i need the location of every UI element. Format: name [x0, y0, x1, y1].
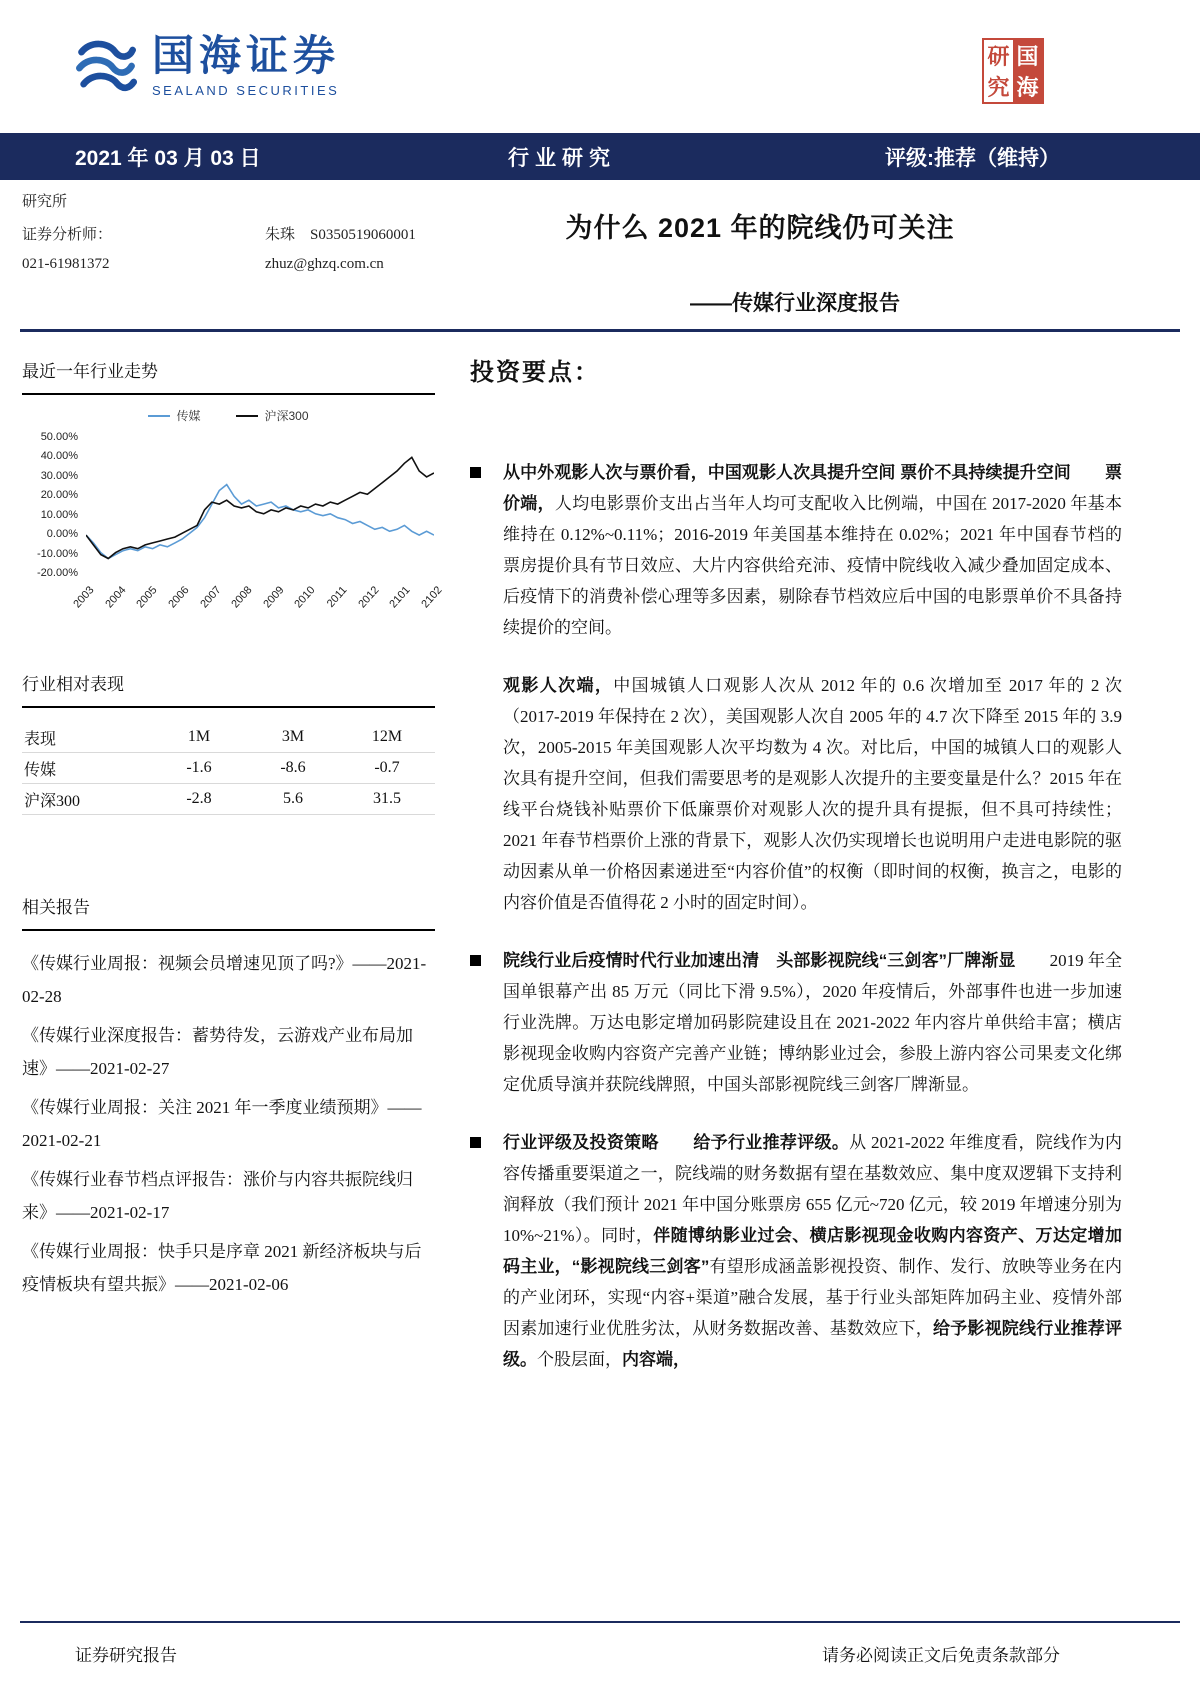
text-segment: 中国城镇人口观影人次从 2012 年的 0.6 次增加至 2017 年的 2 次（2017-2019 年保持在 2 次），美国观影人次自 2005 年的 4.7 次下降至 2015 年的 3.9 次，2005-2015 年美国观影人次平均数为 4 次。对比后，中国的城镇人口的观影人次具有提升空间，但我们需要思考的是观影人次提升的主要变量是什么？2015 年在线平台烧钱补贴票价下低廉票价对观影人次的提升具有提振，但不具可持续性；2021 年春节档票价上涨的背景下，观影人次仍实现增长也说明用户走进电影院的驱动因素从单一价格因素递进至“内容价值”的权衡（即时间的权衡，换言之，电影的内容价值是否值得花 2 小时的固定时间）。 — [503, 676, 1123, 912]
text-segment: 从 2021-2022 年维度看，院线作为内容传播重要渠道之一，院线端的财务数据有望在基数效应、集中度双逻辑下支持利润释放（我们预计 2021 年中国分账票房 655 亿元~720 亿元，较 2019 年增速分别为 10%~21%）。同时， — [503, 1133, 1123, 1245]
related-report-item[interactable]: 《传媒行业周报：快手只是序章 2021 新经济板块与后疫情板块有望共振》——2021-02-06 — [22, 1242, 422, 1294]
text-segment: 2019 年全国单银幕产出 85 万元（同比下滑 9.5%），2020 年疫情后，外部事件也进一步加速行业洗牌。万达电影定增加码影院建设且在 2021-2022 年内容片单供给丰富；横店影视现金收购内容资产完善产业链；博纳影业过会，参股上游内容公司果麦文化绑定优质导演并获院线牌照，中国头部影视院线三剑客厂牌渐显。 — [503, 951, 1123, 1094]
x-tick-label: 2009 — [261, 584, 287, 611]
x-tick-label: 2012 — [355, 584, 382, 611]
y-tick-label: 20.00% — [40, 489, 78, 502]
top-divider — [20, 329, 1180, 332]
report-title: 为什么 2021 年的院线仍可关注 — [565, 213, 955, 243]
text-segment: 个股层面， — [537, 1350, 622, 1369]
chart-legend — [22, 407, 435, 424]
relative-perf-title: 行业相对表现 — [22, 670, 435, 708]
related-report-item[interactable]: 《传媒行业春节档点评报告：涨价与内容共振院线归来》——2021-02-17 — [22, 1170, 413, 1222]
brand-name-en: SEALAND SECURITIES — [152, 83, 340, 99]
chart-plot-area — [22, 431, 445, 624]
x-tick-label: 2101 — [387, 584, 413, 611]
trend-chart — [22, 407, 445, 624]
x-tick-label: 2011 — [324, 584, 350, 610]
y-tick-label: 30.00% — [40, 469, 78, 482]
x-tick-label: 2006 — [166, 584, 192, 611]
table-header-cell: 12M — [371, 728, 403, 745]
bold-text-segment: 从中外观影人次与票价看，中国观影人次具提升空间 票价不具持续提升空间 票价端， — [503, 463, 1122, 513]
x-tick-label: 2102 — [419, 584, 445, 611]
bold-text-segment: 伴随博纳影业过会、横店影视现金收购内容资产、万达定增加码主业，“影视院线三剑客” — [503, 1226, 1122, 1276]
value-cell: 5.6 — [283, 790, 303, 807]
x-tick-label: 2003 — [71, 584, 97, 611]
table-header-row — [22, 722, 435, 753]
header-bar — [0, 133, 1200, 180]
report-category: 行业研究 — [508, 146, 616, 170]
brand-text — [152, 34, 340, 98]
y-tick-label: 10.00% — [40, 508, 78, 521]
analyst-email[interactable]: zhuz@ghzq.com.cn — [265, 256, 384, 272]
key-point-paragraph — [470, 457, 1122, 643]
x-tick-label: 2008 — [229, 584, 255, 611]
row-name-cell: 沪深300 — [24, 792, 81, 810]
paragraph-text — [503, 945, 1122, 1100]
x-tick-label: 2005 — [134, 584, 160, 611]
series-line-沪深300 — [86, 457, 434, 558]
table-header-cell: 1M — [187, 728, 211, 745]
analyst-dept-row — [22, 190, 416, 211]
bullet-square-icon — [470, 955, 481, 966]
key-point-paragraph — [470, 670, 1122, 918]
title-block — [470, 206, 1050, 317]
bold-text-segment: 观影人次端， — [503, 676, 614, 695]
main-content — [470, 352, 1122, 1402]
value-cell: -1.6 — [186, 759, 212, 776]
sealand-logo — [74, 34, 340, 98]
value-cell: -0.7 — [374, 759, 400, 776]
row-name-cell: 传媒 — [24, 761, 57, 779]
legend-line-swatch — [236, 415, 258, 417]
bullet-square-icon — [470, 1137, 481, 1148]
y-tick-label: 40.00% — [40, 450, 78, 463]
analyst-phone: 021-61981372 — [22, 256, 110, 272]
relative-performance-table — [22, 722, 435, 815]
table-row — [22, 753, 435, 784]
bullet-square-icon — [470, 467, 481, 478]
bottom-divider — [20, 1621, 1180, 1623]
legend-label: 沪深300 — [264, 409, 309, 423]
analyst-role-label: 证券分析师： — [22, 227, 113, 243]
legend-line-swatch — [148, 415, 170, 417]
value-cell: -8.6 — [280, 759, 306, 776]
bold-text-segment: 给予影视院线行业推荐评级。 — [503, 1319, 1122, 1369]
sidebar — [22, 357, 445, 1307]
key-points-list — [470, 457, 1122, 1375]
paragraph-text — [503, 457, 1122, 643]
analyst-name: 朱珠 — [265, 227, 296, 243]
legend-item — [236, 407, 308, 424]
seal-char: 研 — [987, 44, 1010, 69]
related-report-item[interactable]: 《传媒行业周报：视频会员增速见顶了吗?》——2021-02-28 — [22, 954, 427, 1006]
paragraph-text — [503, 670, 1122, 918]
research-seal-stamp — [982, 38, 1044, 104]
key-point-paragraph — [470, 945, 1122, 1100]
value-cell: -2.8 — [186, 790, 212, 807]
report-date: 2021 年 03 月 03 日 — [75, 146, 261, 170]
trend-lines-svg — [86, 438, 434, 574]
y-axis-labels — [22, 431, 78, 579]
y-tick-label: -10.00% — [37, 547, 78, 560]
y-tick-label: 0.00% — [46, 528, 78, 541]
series-line-传媒 — [86, 485, 434, 559]
bold-text-segment: 内容端， — [622, 1350, 690, 1369]
related-report-item[interactable]: 《传媒行业周报：关注 2021 年一季度业绩预期》——2021-02-21 — [22, 1098, 422, 1150]
x-tick-label: 2010 — [292, 584, 319, 611]
dept-label: 研究所 — [22, 194, 68, 210]
analyst-name-id — [265, 223, 416, 244]
analyst-contact-row — [22, 256, 416, 273]
y-tick-label: 50.00% — [40, 431, 78, 443]
table-header-cell: 3M — [281, 728, 305, 745]
seal-char: 究 — [987, 75, 1010, 100]
brand-name-cn: 国海证券 — [152, 32, 341, 79]
y-tick-label: -20.00% — [37, 567, 78, 579]
report-subtitle: ——传媒行业深度报告 — [690, 292, 900, 315]
legend-item — [148, 407, 200, 424]
rating-badge: 评级:推荐（维持） — [885, 146, 1060, 170]
legend-label: 传媒 — [176, 409, 201, 423]
line-plot — [86, 438, 434, 574]
related-reports-list — [22, 947, 435, 1301]
footer-disclaimer: 请务必阅读正文后免责条款部分 — [822, 1646, 1060, 1665]
table-header-cell: 表现 — [24, 730, 57, 748]
x-tick-label: 2004 — [102, 584, 129, 611]
table-row — [22, 784, 435, 815]
x-tick-label: 2007 — [197, 584, 224, 611]
analyst-cert-id: S0350519060001 — [310, 227, 416, 243]
related-report-item[interactable]: 《传媒行业深度报告：蓄势待发，云游戏产业布局加速》——2021-02-27 — [22, 1026, 413, 1078]
value-cell: 31.5 — [373, 790, 401, 807]
bold-text-segment: 院线行业后疫情时代行业加速出清 头部影视院线“三剑客”厂牌渐显 — [503, 951, 1050, 970]
analyst-block — [22, 190, 416, 285]
table-body — [22, 753, 435, 815]
footer-report-type: 证券研究报告 — [75, 1646, 177, 1665]
analyst-name-row — [22, 223, 416, 244]
text-segment: 人均电影票价支出占当年人均可支配收入比例端，中国在 2017-2020 年基本维持在 0.12%~0.11%；2016-2019 年美国基本维持在 0.02%；2021 年中国春节档的票房提价具有节日效应、大片内容供给充沛、疫情中院线收入减少叠加固定成本、后疫情下的消费补偿心理等多因素，剔除春节档效应后中国的电影票单价不具备持续提价的空间。 — [503, 494, 1122, 637]
trend-section-title: 最近一年行业走势 — [22, 357, 435, 395]
seal-char: 海 — [1013, 71, 1042, 102]
text-segment: 有望形成涵盖影视投资、制作、发行、放映等业务在内的产业闭环，实现“内容+渠道”融合发展，基于行业头部矩阵加码主业、疫情外部因素加速行业优胜劣汰，从财务数据改善、基数效应下， — [503, 1257, 1123, 1338]
key-points-heading: 投资要点： — [470, 359, 600, 386]
paragraph-text — [503, 1127, 1122, 1375]
wave-logo-icon — [74, 34, 138, 98]
related-reports-title: 相关报告 — [22, 893, 435, 931]
seal-char: 国 — [1013, 40, 1042, 71]
key-point-paragraph — [470, 1127, 1122, 1375]
x-axis-labels — [71, 582, 445, 624]
bold-text-segment: 行业评级及投资策略 给予行业推荐评级。 — [503, 1133, 850, 1152]
